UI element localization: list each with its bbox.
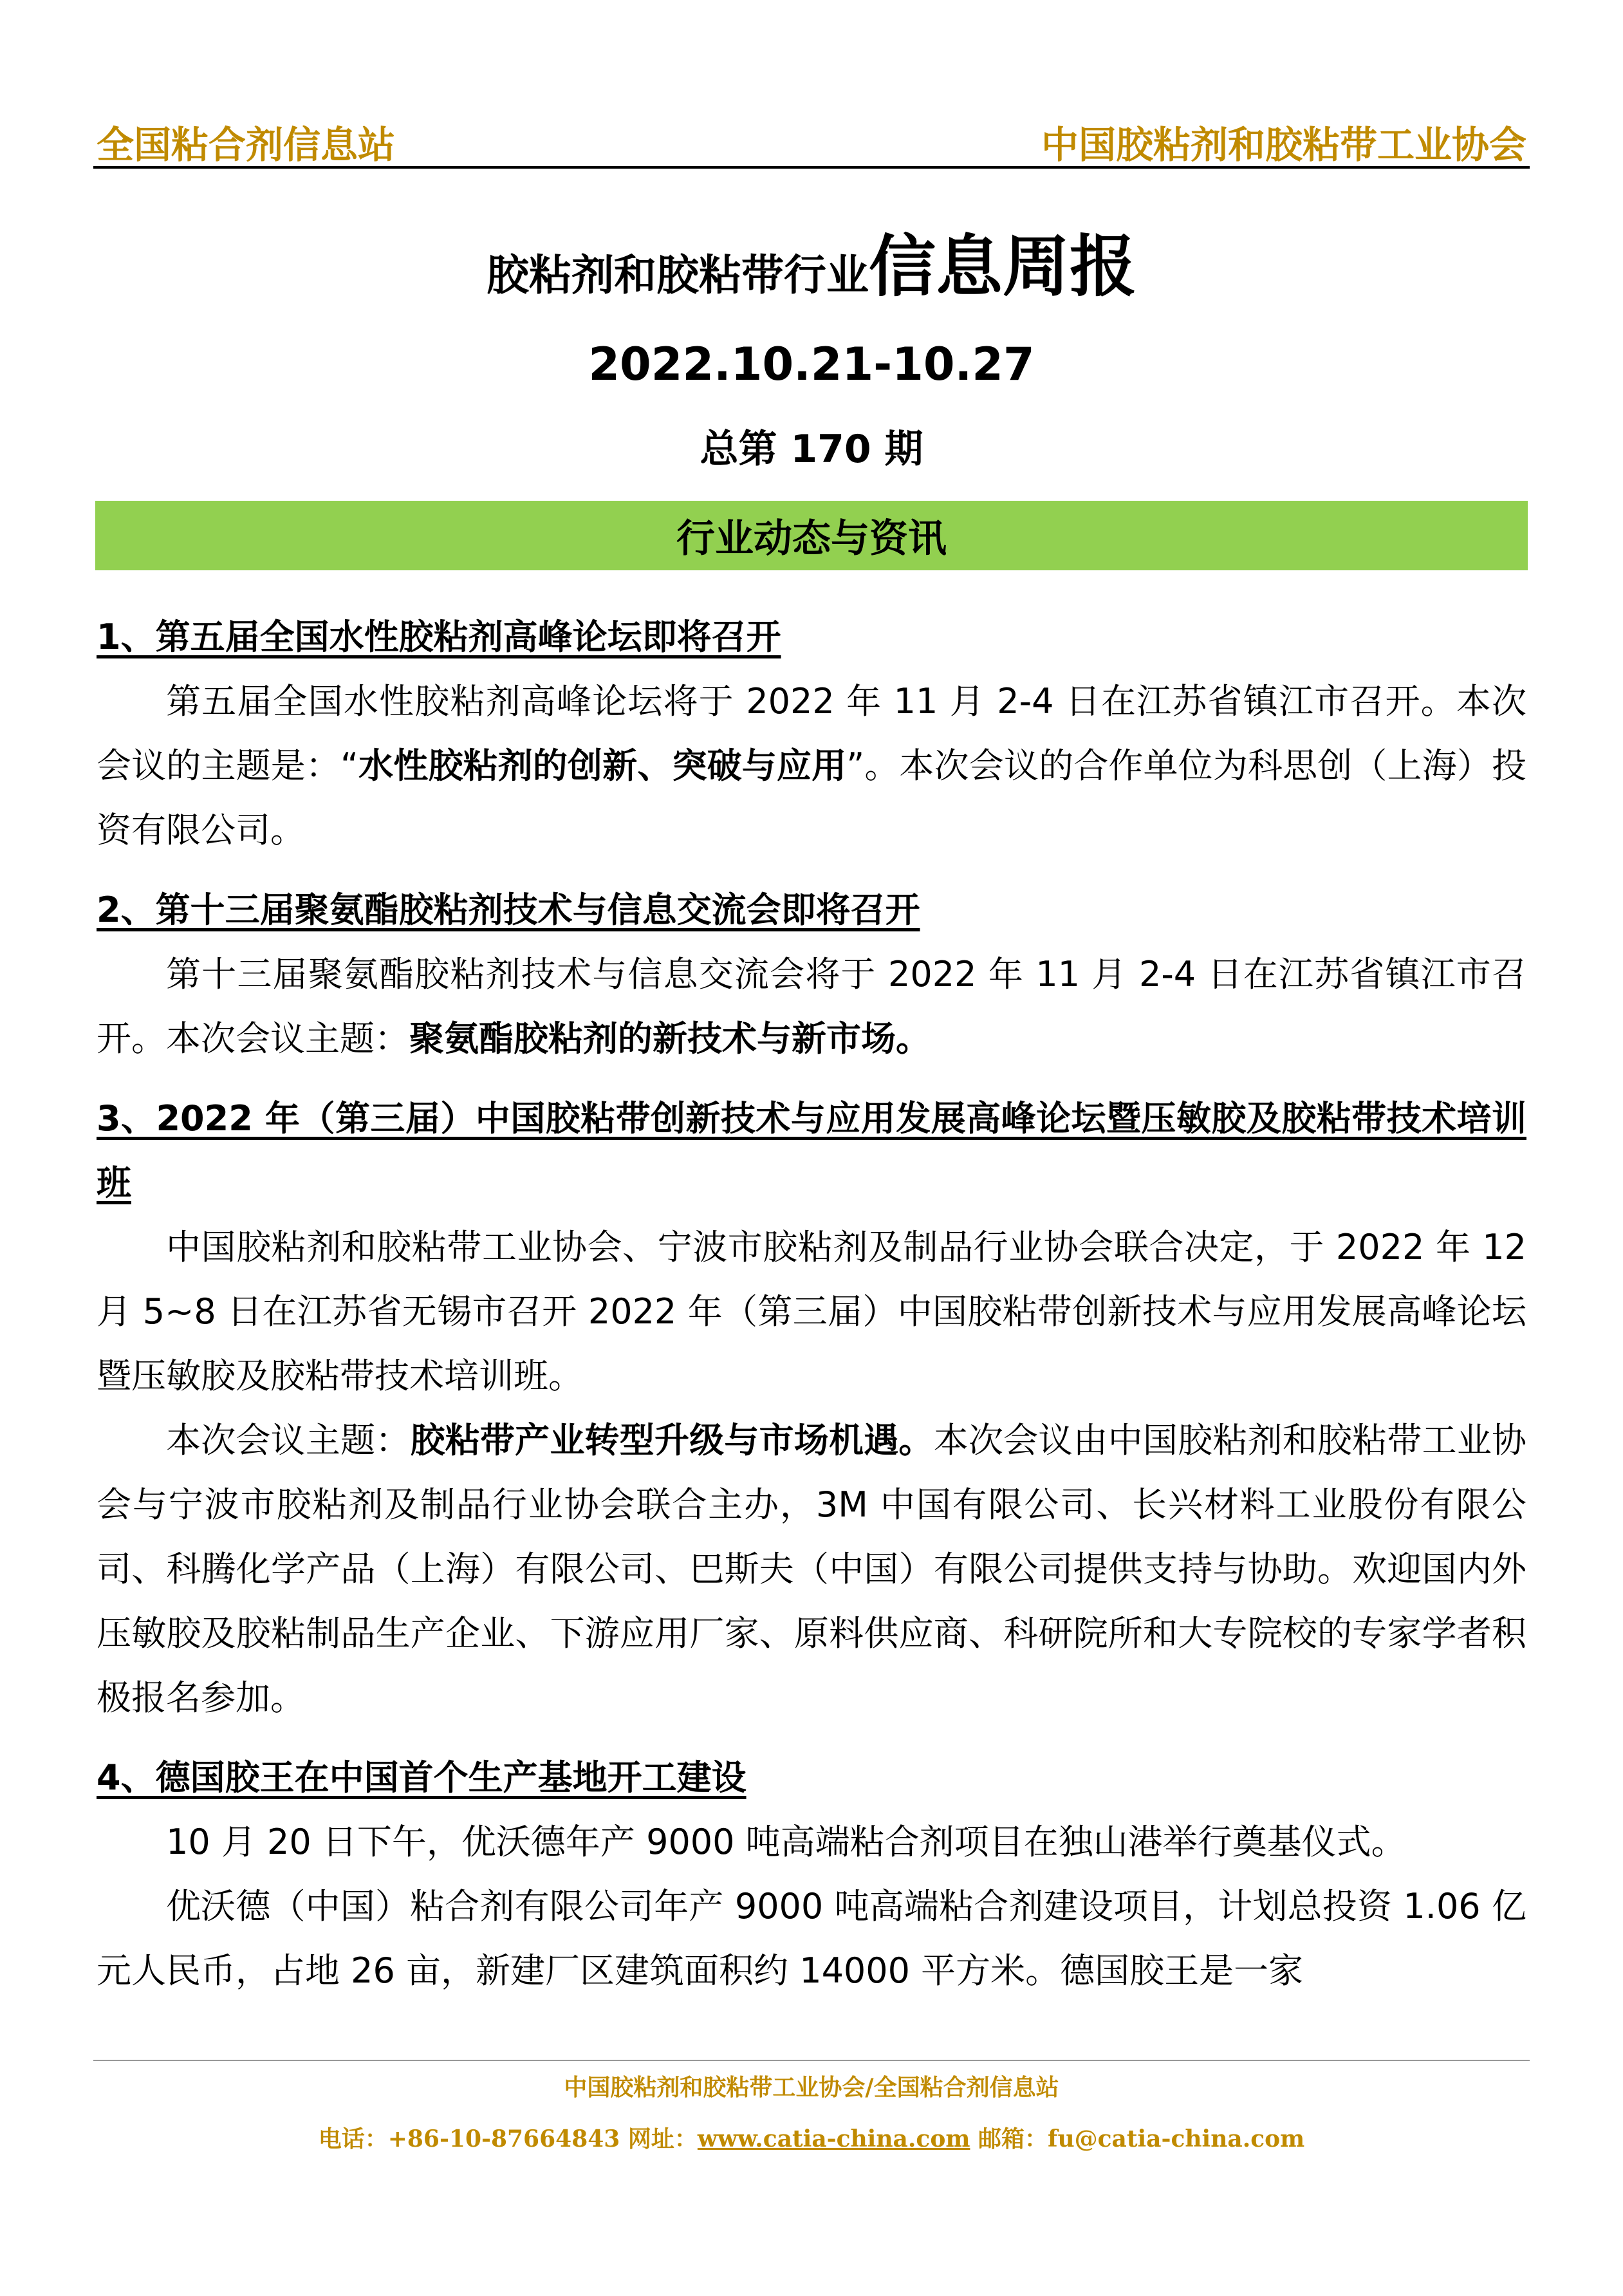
article-4-paragraph-2: 优沃德（中国）粘合剂有限公司年产 9000 吨高端粘合剂建设项目，计划总投资 1.06 亿元人民币，占地 26 亩，新建厂区建筑面积约 14000 平方米。德国胶王是一家: [97, 1886, 1526, 1991]
article-1-text-end: ”。本次会议的合作单位为科思创（上海）投资有限公司。: [97, 745, 1527, 850]
page-title: [0, 212, 1623, 309]
article-1-heading: 1、第五届全国水性胶粘剂高峰论坛即将召开: [97, 617, 781, 657]
article-4-heading: 4、德国胶王在中国首个生产基地开工建设: [97, 1757, 747, 1798]
article-3-paragraph-1: 中国胶粘剂和胶粘带工业协会、宁波市胶粘剂及制品行业协会联合决定，于 2022 年 12 月 5~8 日在江苏省无锡市召开 2022 年（第三届）中国胶粘带创新技术与应用发展高峰论坛暨压敏胶及胶粘带技术培训班。: [97, 1227, 1526, 1396]
article-3-paragraph-2: [97, 1408, 1526, 1730]
article-2-theme: 聚氨酯胶粘剂的新技术与新市场。: [409, 1018, 931, 1059]
issue-number: 总第 170 期: [700, 427, 923, 472]
article-body: [97, 605, 1526, 2003]
header-divider: [93, 166, 1530, 169]
footer-phone: 电话：+86-10-87664843 网址：: [318, 2125, 698, 2152]
footer-contact: [0, 2121, 1623, 2154]
article-3-text: 本次会议主题：: [166, 1420, 411, 1461]
article-3-text-end: 本次会议由中国胶粘剂和胶粘带工业协会与宁波市胶粘剂及制品行业协会联合主办，3M 中国有限公司、长兴材料工业股份有限公司、科腾化学产品（上海）有限公司、巴斯夫（中国）有限公司提供支持与协助。欢迎国内外压敏胶及胶粘制品生产企业、下游应用厂家、原料供应商、科研院所和大专院校的专家学者积极报名参加。: [97, 1420, 1527, 1718]
article-2-paragraph: [97, 942, 1526, 1071]
report-date-range: 2022.10.21-10.27: [588, 338, 1035, 391]
article-3-heading: 3、2022 年（第三届）中国胶粘带创新技术与应用发展高峰论坛暨压敏胶及胶粘带技术培训班: [97, 1098, 1526, 1203]
footer-email-label: 邮箱：: [970, 2125, 1048, 2152]
section-banner-label: 行业动态与资讯: [676, 516, 947, 561]
title-prefix: 胶粘剂和胶粘带行业: [486, 250, 869, 300]
footer-divider: [93, 2060, 1530, 2061]
article-2-heading: 2、第十三届聚氨酯胶粘剂技术与信息交流会即将召开: [97, 890, 920, 930]
title-main: 信息周报: [868, 227, 1136, 306]
footer-email: fu@catia-china.com: [1047, 2125, 1305, 2152]
header-left-site-name: 全国粘合剂信息站: [97, 123, 396, 167]
footer-organization: 中国胶粘剂和胶粘带工业协会/全国粘合剂信息站: [564, 2074, 1059, 2101]
article-1-text: 第五届全国水性胶粘剂高峰论坛将于 2022 年 11 月 2-4 日在江苏省镇江市召开。本次会议的主题是：“: [97, 681, 1526, 786]
article-4-paragraph-1: 10 月 20 日下午，优沃德年产 9000 吨高端粘合剂项目在独山港举行奠基仪式。: [166, 1822, 1406, 1862]
article-1-paragraph: [97, 669, 1526, 863]
article-2-text: 第十三届聚氨酯胶粘剂技术与信息交流会将于 2022 年 11 月 2-4 日在江苏省镇江市召开。本次会议主题：: [97, 954, 1526, 1059]
section-banner: [95, 501, 1528, 570]
article-3-theme: 胶粘带产业转型升级与市场机遇。: [410, 1420, 934, 1461]
article-1-theme: 水性胶粘剂的创新、突破与应用: [358, 745, 847, 786]
website-link[interactable]: www.catia-china.com: [697, 2125, 970, 2152]
header-right-association-name: 中国胶粘剂和胶粘带工业协会: [1041, 123, 1526, 167]
